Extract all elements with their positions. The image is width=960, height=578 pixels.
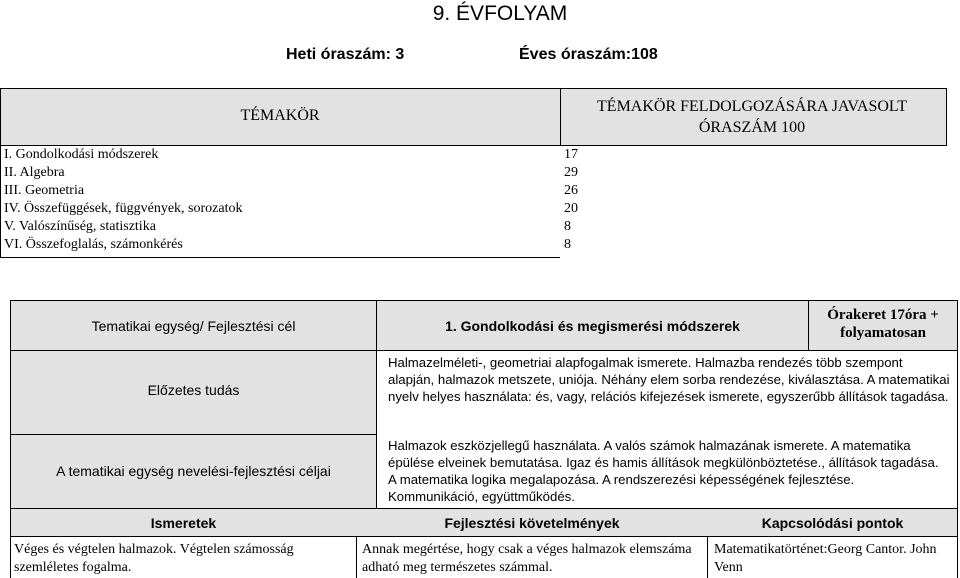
yearly-hours: Éves óraszám:108 bbox=[519, 46, 658, 63]
label-unit: Tematikai egység/ Fejlesztési cél bbox=[91, 318, 296, 334]
connections-text: Matematikatörténet:Georg Cantor. John Venn bbox=[714, 542, 937, 575]
label-prior-knowledge: Előzetes tudás bbox=[147, 382, 240, 398]
topics-hours-column bbox=[564, 146, 578, 254]
topic-hours: 17 bbox=[564, 147, 578, 162]
goals-text: Halmazok eszközjellegű használata. A valós számok halmazának ismerete. A matematika épülése elveinek bemutatása. Igaz és hamis állítások megkülönböztetése., állítások tagadása. A matematika logika megalapozása. A rendszerezési képességének fejlesztése. Kommunikáció, együttműködés. bbox=[388, 438, 939, 504]
page-title: 9. ÉVFOLYAM bbox=[432, 2, 568, 25]
topic-hours: 26 bbox=[564, 183, 578, 198]
time-frame: Órakeret 17óra + folyamatosan bbox=[827, 307, 939, 341]
prior-knowledge-text: Halmazelméleti-, geometriai alapfogalmak ismerete. Halmazba rendezés több szempont alapján, halmazok metszete, uniója. Néhány elem sorba rendezése, kiválasztása. A matematikai nyelv helyes használata: és, vagy, relációs kifejezések ismerete, egyszerűbb állítások tagadása. bbox=[388, 355, 950, 404]
weekly-hours: Heti óraszám: 3 bbox=[286, 46, 405, 63]
column-connections: Kapcsolódási pontok bbox=[761, 515, 904, 531]
column-knowledge: Ismeretek bbox=[150, 515, 217, 531]
knowledge-text: Véges és végtelen halmazok. Végtelen számosság szemléletes fogalma. bbox=[14, 542, 294, 575]
topic-hours: 29 bbox=[564, 165, 578, 180]
unit-title: 1. Gondolkodási és megismerési módszerek bbox=[445, 318, 740, 334]
topic-name: II. Algebra bbox=[4, 165, 65, 180]
topic-name: IV. Összefüggések, függvények, sorozatok bbox=[4, 201, 243, 216]
topic-hours: 8 bbox=[564, 219, 571, 234]
topic-name: III. Geometria bbox=[4, 183, 85, 198]
requirements-text: Annak megértése, hogy csak a véges halmazok elemszáma adható meg természetes számmal. bbox=[362, 542, 692, 575]
topic-name: VI. Összefoglalás, számonkérés bbox=[4, 237, 183, 252]
topic-hours: 8 bbox=[564, 237, 571, 252]
topic-name: I. Gondolkodási módszerek bbox=[4, 147, 159, 162]
label-goals: A tematikai egység nevelési-fejlesztési céljai bbox=[56, 463, 331, 479]
column-requirements: Fejlesztési követelmények bbox=[444, 515, 620, 531]
topic-name: V. Valószínűség, statisztika bbox=[4, 219, 156, 234]
topics-header-topic: TÉMAKÖR bbox=[240, 107, 320, 124]
topics-header-hours: TÉMAKÖR FELDOLGOZÁSÁRA JAVASOLT ÓRASZÁM 100 bbox=[597, 98, 907, 136]
topic-hours: 20 bbox=[564, 201, 578, 216]
topics-list bbox=[4, 146, 242, 254]
